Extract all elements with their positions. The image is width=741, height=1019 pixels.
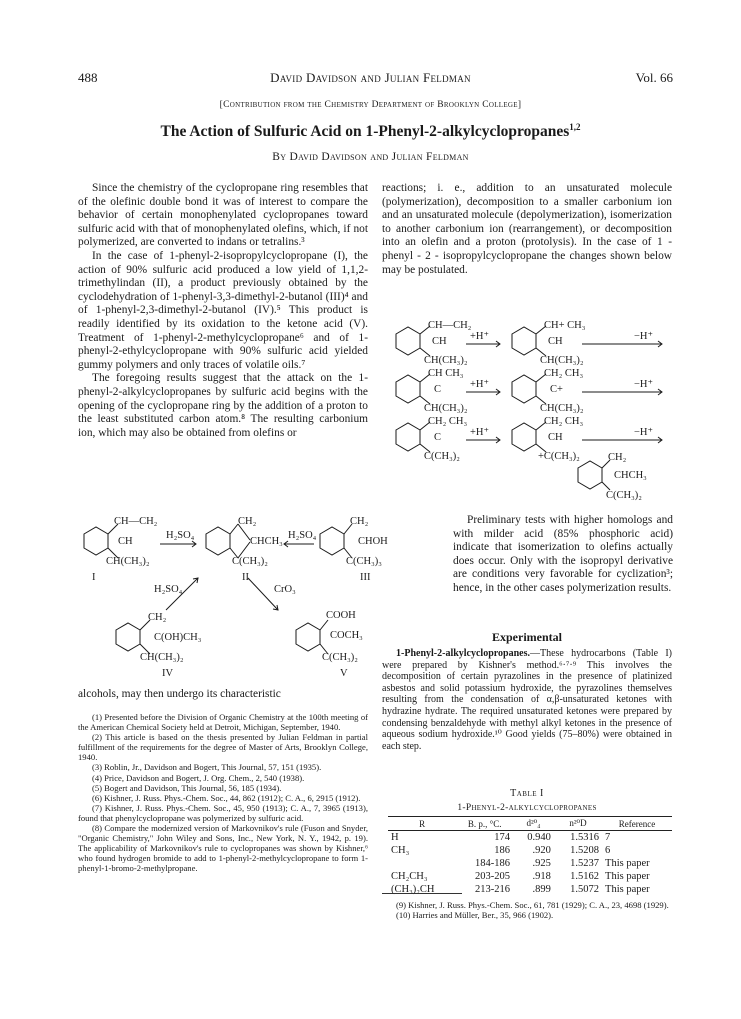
mechanism-scheme — [382, 318, 682, 510]
formula-label: CHCH₃ — [614, 470, 647, 481]
paragraph: alcohols, may then undergo its characteristic — [78, 688, 281, 700]
table-row — [388, 831, 672, 845]
formula-label: CH — [118, 536, 133, 547]
column-header: R — [388, 817, 456, 831]
benzene-ring — [296, 623, 320, 651]
table-cell: This paper — [605, 871, 650, 882]
run-in-heading: 1-Phenyl-2-alkylcyclopropanes. — [396, 648, 530, 659]
benzene-ring — [578, 461, 602, 489]
table-row — [388, 870, 672, 883]
formula-label: CH₂ — [238, 516, 257, 527]
right-column-mid — [453, 514, 673, 596]
benzene-ring — [512, 375, 536, 403]
benzene-ring — [206, 527, 230, 555]
formula-label: CH—CH₂ — [114, 516, 158, 527]
volume-label: Vol. 66 — [635, 70, 673, 85]
table-cell — [388, 857, 456, 870]
formula-label: CHCH₃ — [250, 536, 283, 547]
formula-label: +C(CH₃)₂ — [538, 451, 580, 462]
right-column-body — [382, 182, 672, 277]
running-title: David Davidson and Julian Feldman — [270, 70, 471, 85]
footnote: (5) Bogert and Davidson, This Journal, 56, 185 (1934). — [92, 782, 282, 793]
benzene-ring — [396, 375, 420, 403]
footnote: (2) This article is based on the thesis presented by Julian Feldman in partial fulfillment of the requirements for the degree of Master of Arts, Brooklyn College, 1940. — [78, 732, 368, 763]
table-cell: 184-186 — [474, 858, 510, 869]
footnote: (4) Price, Davidson and Bogert, J. Org. Chem., 2, 540 (1938). — [92, 772, 305, 783]
formula-label: C — [434, 384, 442, 395]
formula-label: COCH₃ — [330, 630, 363, 641]
table-cell: CH₂CH₃ — [391, 871, 428, 882]
page-number: 488 — [78, 70, 98, 85]
formula-label: CH CH₃ — [428, 368, 464, 379]
formula-label: CH₂ — [608, 452, 627, 463]
formula-label: C — [434, 432, 442, 443]
table-cell: CH₃ — [391, 845, 410, 856]
paragraph: The foregoing results suggest that the attack on the 1-phenyl-2-alkylcyclopropanes by sulfuric acid begins with the opening of the cyclopropane ring by the addition of a proton to the least substituted carbon atom.⁸ The resulting carbonium ion, which may also be obtained from olefins or — [78, 372, 368, 439]
benzene-ring — [396, 327, 420, 355]
data-table — [388, 816, 672, 896]
table-cell: .899 — [532, 884, 551, 895]
reagent-label: −H⁺ — [634, 427, 654, 438]
reagent-label: +H⁺ — [470, 379, 490, 390]
table-cell: .920 — [532, 845, 551, 856]
table-cell: (CH₃)₂CH — [391, 884, 435, 895]
table-cell: 203-205 — [474, 871, 510, 882]
paragraph-text: —These hydrocarbons (Table I) were prepared by Kishner's method.⁶·⁷·⁹ This involves the decomposition of certain pyrazolines in the presence of platinized asbestos and solid potassium hydroxide, the pyrazolines themselves resulting from the condensation of α,β-unsaturated ketones with hydrazine hydrate. The required unsaturated ketones were prepared by condensing benzaldehyde with methyl alkyl ketones in the presence of aqueous sodium hydroxide.¹⁰ Good yields (75–80%) were obtained in each step. — [382, 648, 672, 752]
paragraph: Since the chemistry of the cyclopropane ring resembles that of the olefinic double bond it was of interest to compare the behavior of certain monophenylated cyclopropanes toward sulfuric acid with that of monophenylated olefins, which, if not polymerized, are converted to indans or tetralins.³ — [78, 182, 368, 249]
benzene-ring — [116, 623, 140, 651]
reagent-label: CrO₃ — [274, 584, 296, 595]
table-row — [388, 857, 672, 870]
benzene-ring — [320, 527, 344, 555]
column-header: B. p., °C. — [456, 817, 513, 831]
contribution-line: [Contribution from the Chemistry Department of Brooklyn College] — [219, 100, 522, 110]
paragraph — [382, 648, 672, 752]
formula-label: C(CH₃)₂ — [606, 490, 642, 501]
table-row — [388, 883, 672, 896]
benzene-ring — [512, 327, 536, 355]
left-column-continuation — [78, 688, 368, 702]
formula-label: C(CH₃)₃ — [346, 556, 382, 567]
byline: By David Davidson and Julian Feldman — [272, 151, 469, 163]
article-title — [0, 122, 741, 141]
reagent-label: H₂SO₄ — [166, 530, 195, 541]
formula-label: CH₂ — [148, 612, 167, 623]
table-cell: .918 — [532, 871, 551, 882]
reagent-label: −H⁺ — [634, 379, 654, 390]
paragraph: Preliminary tests with higher homologs and with milder acid (85% phosphoric acid) indicate that isomerization to olefins actually does occur. Only with the isopropyl derivative are conditions very favorable for cyclization³; hence, in the other cases polymerization results. — [453, 514, 673, 594]
section-heading: Experimental — [492, 630, 562, 644]
footnote: (7) Kishner, J. Russ. Phys.-Chem. Soc., 45, 950 (1913); C. A., 7, 3965 (1913), found that phenylcyclopropane was polymerized by sulfuric acid. — [78, 802, 368, 823]
table-cell: 174 — [494, 832, 510, 843]
footnote: (8) Compare the modernized version of Markovnikov's rule (Fuson and Snyder, "Organic Chemistry," John Wiley and Sons, Inc., New York, N. Y., 1942, p. 19). The applicability of Markovnikov's rule to cyclopropanes was shown by Kishner,⁶ who found hydrogen bromide to add to 1-phenyl-2-methylcyclopropane to form 1-phenyl-1-bromo-2-methylpropane. — [78, 823, 368, 874]
table-cell: This paper — [605, 884, 650, 895]
formula-label: C(CH₃)₂ — [232, 556, 268, 567]
title-footnote-ref: 1,2 — [569, 122, 581, 132]
table-header-row — [388, 817, 672, 831]
table-cell: H — [391, 832, 399, 843]
table-cell: 1.5237 — [570, 858, 600, 869]
benzene-ring — [396, 423, 420, 451]
formula-label: CH(CH₃)₂ — [140, 652, 184, 663]
column-header: Reference — [602, 817, 672, 831]
formula-label: CH(CH₃)₂ — [540, 403, 584, 414]
formula-label: C(OH)CH₃ — [154, 632, 202, 643]
footnotes — [382, 900, 672, 920]
table-cell: 6 — [605, 845, 611, 856]
compound-label: I — [92, 572, 96, 583]
table-caption: 1-Phenyl-2-alkylcyclopropanes — [457, 803, 597, 813]
table-cell: .925 — [532, 858, 551, 869]
formula-label: CH—CH₂ — [428, 320, 472, 331]
table-cell: 7 — [605, 832, 611, 843]
table-cell: 1.5208 — [570, 845, 600, 856]
formula-label: CH₂ CH₃ — [544, 416, 584, 427]
formula-label: CH+ CH₃ — [544, 320, 586, 331]
table-cell: 213-216 — [474, 884, 510, 895]
footnote: (3) Roblin, Jr., Davidson and Bogert, This Journal, 57, 151 (1935). — [92, 762, 322, 773]
benzene-ring — [512, 423, 536, 451]
formula-label: C(CH₃)₂ — [424, 451, 460, 462]
footnote: (9) Kishner, J. Russ. Phys.-Chem. Soc., 61, 781 (1929); C. A., 23, 4698 (1929). — [396, 900, 669, 910]
formula-label: C(CH₃)₂ — [322, 652, 358, 663]
formula-label: CH(CH₃)₂ — [424, 403, 468, 414]
table-cell: 1.5072 — [570, 884, 600, 895]
reagent-label: H₂SO₄ — [154, 584, 183, 595]
footnote: (10) Harries and Müller, Ber., 35, 966 (1902). — [396, 910, 554, 921]
formula-label: CH(CH₃)₂ — [106, 556, 150, 567]
compound-label: III — [360, 572, 371, 583]
compound-label: V — [340, 668, 348, 679]
formula-label: CH(CH₃)₂ — [424, 355, 468, 366]
table-cell: 1.5316 — [570, 832, 600, 843]
table-cell: 186 — [494, 845, 510, 856]
footnote: (1) Presented before the Division of Organic Chemistry at the 100th meeting of the American Chemical Society held at Detroit, Michigan, September, 1940. — [78, 712, 368, 733]
formula-label: CH₂ — [350, 516, 369, 527]
paragraph: reactions; i. e., addition to an unsaturated molecule (polymerization), decomposition to a smaller carbonium ion and an unsaturated molecule (depolymerization), isomerization to another carbonium ion (rearrangement), or decomposition into an olefin and a proton (protolysis). In the case of 1 - phenyl - 2 - isopropylcyclopropane the changes shown below may be postulated. — [382, 182, 672, 276]
formula-label: CH₂ CH₃ — [428, 416, 468, 427]
benzene-ring — [84, 527, 108, 555]
title-text: The Action of Sulfuric Acid on 1-Phenyl-2-alkylcyclopropanes — [160, 123, 570, 141]
footnote: (6) Kishner, J. Russ. Phys.-Chem. Soc., 44, 862 (1912); C. A., 6, 2915 (1912). — [92, 792, 361, 803]
formula-label: CHOH — [358, 536, 388, 547]
left-column-body — [78, 182, 368, 440]
reagent-label: +H⁺ — [470, 427, 490, 438]
footnote-divider — [382, 893, 462, 894]
formula-label: CH — [548, 336, 563, 347]
compound-label: IV — [162, 668, 174, 679]
table-cell: 1.5162 — [570, 871, 600, 882]
table-row — [388, 844, 672, 857]
formula-label: CH — [432, 336, 447, 347]
reagent-label: −H⁺ — [634, 331, 654, 342]
footnotes — [78, 712, 368, 874]
compound-label: II — [242, 572, 249, 583]
reagent-label: H₂SO₄ — [288, 530, 317, 541]
formula-label: C+ — [550, 384, 563, 395]
experimental-text — [382, 648, 672, 752]
formula-label: CH(CH₃)₂ — [540, 355, 584, 366]
paragraph: In the case of 1-phenyl-2-isopropylcyclopropane (I), the action of 90% sulfuric acid produced a low yield of 1,1,2-trimethylindan (II), a product previously obtained by the cyclodehydration of 1-phenyl-3,3-dimethyl-2-butanol (III)⁴ and of 1-phenyl-2,3-dimethyl-2-butanol (IV).⁵ This product is readily identified by its oxidation to the ketone acid (V). Treatment of 1-phenyl-2-methylcyclopropane⁶ and of 1-phenyl-2-ethylcyclopropane with 90% sulfuric acid yielded gummy polymers and only traces of volatile oils.⁷ — [78, 249, 368, 371]
formula-label: CH — [548, 432, 563, 443]
formula-label: CH₂ CH₃ — [544, 368, 584, 379]
reagent-label: +H⁺ — [470, 331, 490, 342]
column-header: d²⁰₄ — [513, 817, 554, 831]
table-label: Table I — [510, 788, 544, 799]
formula-label: COOH — [326, 610, 356, 621]
column-header: n²⁰D — [554, 817, 602, 831]
table-cell: This paper — [605, 858, 650, 869]
table-cell: 0.940 — [527, 832, 551, 843]
